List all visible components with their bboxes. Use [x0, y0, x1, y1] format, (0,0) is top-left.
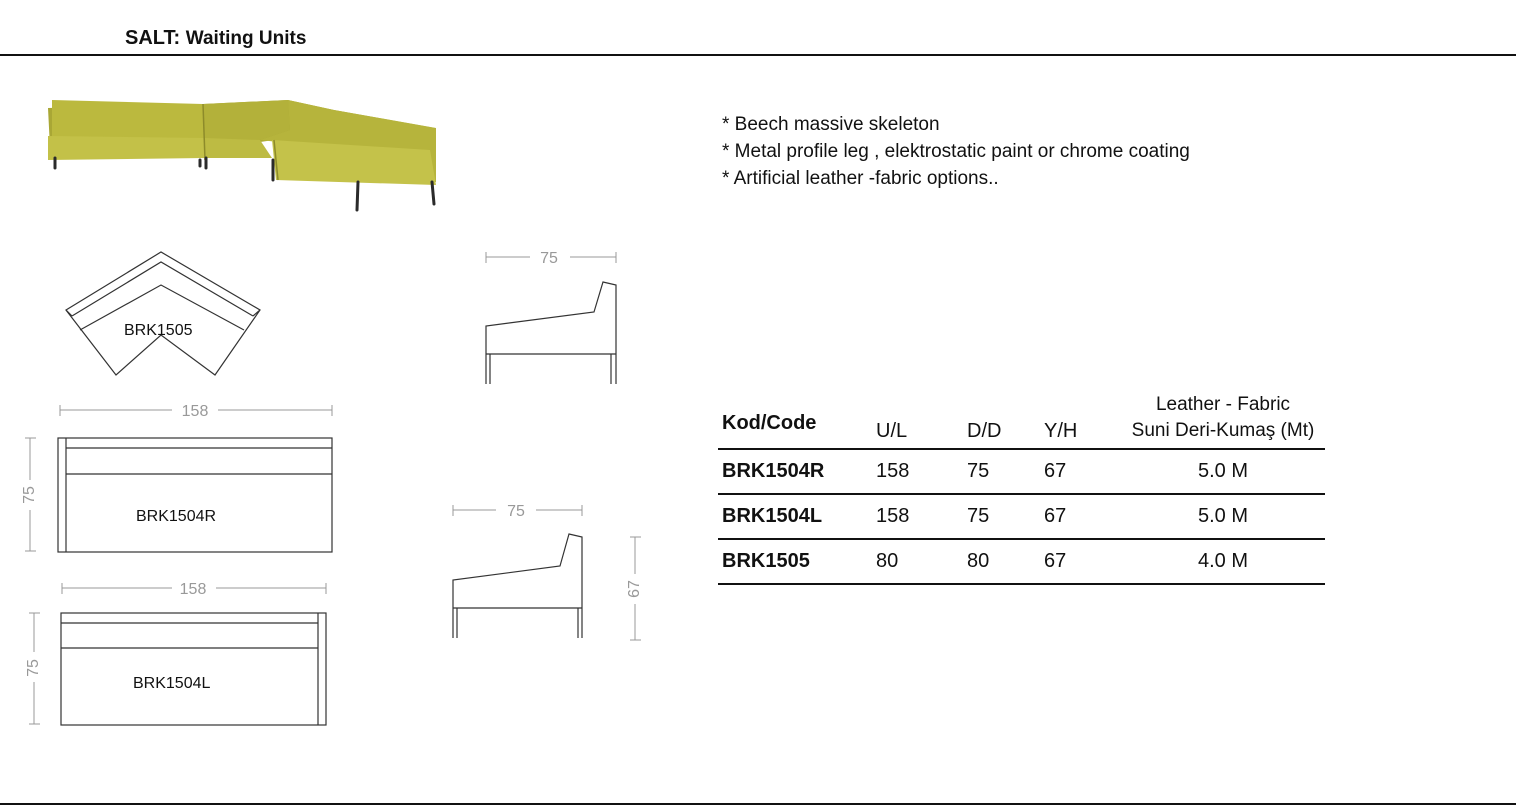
col-header-width: U/L	[872, 392, 963, 449]
cell-material: 5.0 M	[1117, 449, 1325, 494]
table-row	[718, 494, 1325, 539]
cell-width: 158	[872, 494, 963, 539]
cell-width: 80	[872, 539, 963, 584]
cell-height: 67	[1040, 494, 1117, 539]
cell-code: BRK1505	[718, 539, 872, 584]
table-row	[718, 539, 1325, 584]
col-header-material-line1: Leather - Fabric	[1155, 394, 1291, 415]
cell-depth: 75	[963, 449, 1040, 494]
cell-code: BRK1504L	[718, 494, 872, 539]
cell-width: 158	[872, 449, 963, 494]
brand-name: SALT:	[125, 27, 181, 49]
cell-material: 4.0 M	[1117, 539, 1325, 584]
feature-item: * Artificial leather -fabric options..	[722, 168, 999, 189]
table-row	[718, 449, 1325, 494]
right-unit-depth: 75	[21, 486, 38, 504]
side-view-bottom-depth: 75	[507, 503, 525, 520]
left-unit-width: 158	[179, 581, 207, 598]
feature-item: * Metal profile leg , elektrostatic paint or chrome coating	[722, 141, 1190, 162]
left-unit-plan	[24, 578, 326, 725]
cell-height: 67	[1040, 539, 1117, 584]
side-view-top-depth: 75	[540, 250, 558, 267]
cell-code: BRK1504R	[718, 449, 872, 494]
corner-unit-label: BRK1505	[124, 322, 193, 339]
feature-item: * Beech massive skeleton	[722, 114, 940, 135]
col-header-code: Kod/Code	[718, 392, 872, 449]
right-unit-plan	[20, 400, 332, 552]
right-unit-width: 158	[181, 403, 209, 420]
side-view-bottom-height: 67	[626, 580, 643, 598]
cell-height: 67	[1040, 449, 1117, 494]
col-header-height: Y/H	[1040, 392, 1117, 449]
cell-depth: 80	[963, 539, 1040, 584]
sofa-photo	[48, 100, 436, 210]
product-category: Waiting Units	[185, 28, 307, 49]
feature-list	[722, 111, 1190, 192]
bottom-rule	[0, 803, 1516, 805]
corner-unit-plan	[66, 252, 260, 375]
spec-table	[718, 392, 1325, 585]
side-view-top	[486, 247, 616, 384]
side-view-bottom	[453, 500, 645, 640]
col-header-depth: D/D	[963, 392, 1040, 449]
table-header-row	[718, 392, 1325, 449]
left-unit-depth: 75	[25, 659, 42, 677]
left-unit-label: BRK1504L	[133, 675, 211, 692]
right-unit-label: BRK1504R	[136, 508, 217, 525]
cell-depth: 75	[963, 494, 1040, 539]
cell-material: 5.0 M	[1117, 494, 1325, 539]
col-header-material-line2: Suni Deri-Kumaş (Mt)	[1131, 420, 1315, 441]
col-header-material	[1117, 392, 1325, 449]
